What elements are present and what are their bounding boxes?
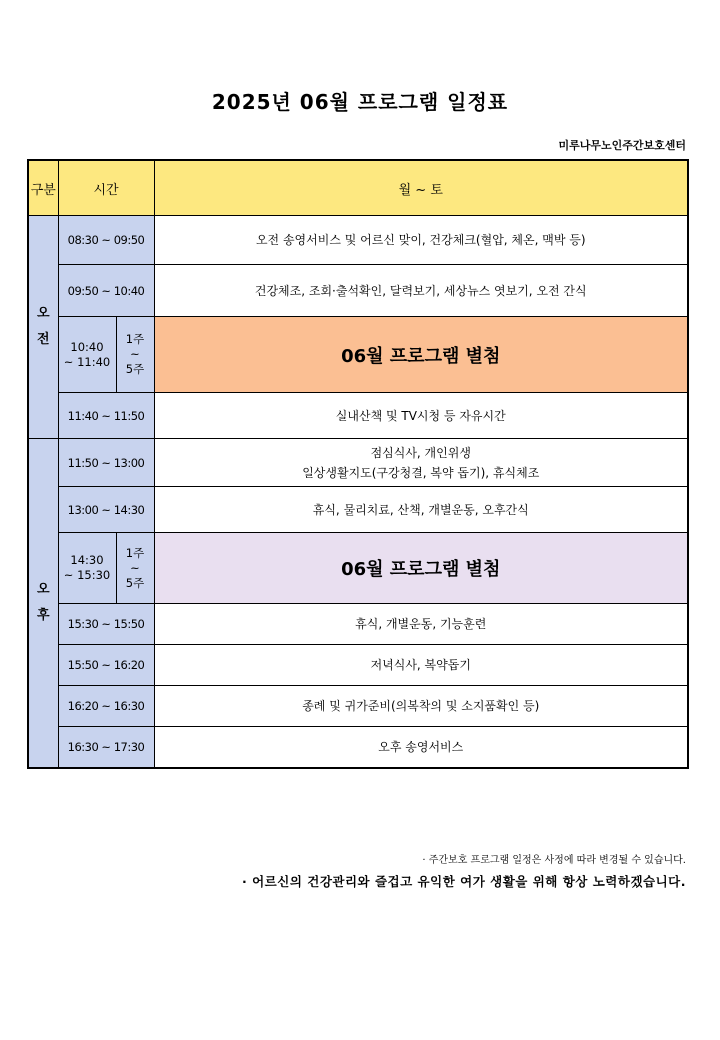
- note-commitment: · 어르신의 건강관리와 즐겁고 유익한 여가 생활을 위해 항상 노력하겠습니다.: [242, 874, 686, 889]
- activity-cell: [154, 439, 688, 487]
- table-row: [28, 317, 688, 393]
- table-row: [28, 727, 688, 768]
- week-line: ~: [130, 347, 140, 361]
- table-row: [28, 265, 688, 317]
- period-label-line: 오: [36, 306, 50, 321]
- schedule-table: [27, 159, 689, 769]
- table-row: [28, 686, 688, 727]
- time-line: ~ 15:30: [63, 568, 111, 582]
- table-row: [28, 216, 688, 265]
- time-cell: 15:50 ~ 16:20: [58, 645, 154, 686]
- week-line: 5주: [125, 362, 145, 376]
- note-schedule-change: · 주간보호 프로그램 일정은 사정에 따라 변경될 수 있습니다.: [422, 855, 686, 866]
- time-cell: 15:30 ~ 15:50: [58, 604, 154, 645]
- program-attachment-cell: 06월 프로그램 별첨: [154, 533, 688, 604]
- table-row: [28, 645, 688, 686]
- page-title: 2025년 06월 프로그램 일정표: [211, 90, 509, 114]
- activity-cell: 종례 및 귀가준비(의복착의 및 소지품확인 등): [154, 686, 688, 727]
- organization-name: 미루나무노인주간보호센터: [558, 139, 686, 152]
- period-label-line: 오: [36, 581, 50, 597]
- week-line: 5주: [125, 575, 145, 590]
- activity-cell: 건강체조, 조회·출석확인, 달력보기, 세상뉴스 엿보기, 오전 간식: [154, 265, 688, 317]
- time-cell: 11:50 ~ 13:00: [58, 439, 154, 487]
- time-line: 10:40: [70, 339, 104, 354]
- time-cell: 08:30 ~ 09:50: [58, 216, 154, 265]
- week-line: 1주: [125, 545, 145, 560]
- week-line: ~: [130, 560, 140, 575]
- activity-cell: 오후 송영서비스: [154, 727, 688, 768]
- time-cell: 13:00 ~ 14:30: [58, 487, 154, 533]
- activity-line: 점심식사, 개인위생: [370, 445, 471, 460]
- header-division: 구분: [28, 160, 58, 216]
- activity-cell: 실내산책 및 TV시청 등 자유시간: [154, 393, 688, 439]
- week-cell: [116, 317, 154, 393]
- time-cell: 16:30 ~ 17:30: [58, 727, 154, 768]
- period-label-pm: [28, 439, 58, 768]
- week-cell: [116, 533, 154, 604]
- header-row: [28, 160, 688, 216]
- table-row: [28, 533, 688, 604]
- table-row: [28, 487, 688, 533]
- header-days: 월 ~ 토: [154, 160, 688, 216]
- time-cell: 09:50 ~ 10:40: [58, 265, 154, 317]
- time-cell: [58, 533, 116, 604]
- activity-cell: 저녁식사, 복약돕기: [154, 645, 688, 686]
- period-label-line: 후: [36, 607, 50, 623]
- activity-cell: 휴식, 물리치료, 산책, 개별운동, 오후간식: [154, 487, 688, 533]
- week-line: 1주: [125, 332, 145, 346]
- table-row: [28, 439, 688, 487]
- time-cell: 16:20 ~ 16:30: [58, 686, 154, 727]
- activity-cell: 휴식, 개별운동, 기능훈련: [154, 604, 688, 645]
- period-label-am: [28, 216, 58, 439]
- period-label-line: 전: [36, 332, 50, 347]
- header-time: 시간: [58, 160, 154, 216]
- time-cell: [58, 317, 116, 393]
- time-cell: 11:40 ~ 11:50: [58, 393, 154, 439]
- footer-notes: [242, 851, 686, 890]
- program-attachment-cell: 06월 프로그램 별첨: [154, 317, 688, 393]
- activity-line: 일상생활지도(구강청결, 복약 돕기), 휴식체조: [302, 465, 540, 480]
- table-row: [28, 393, 688, 439]
- time-line: ~ 11:40: [63, 354, 111, 369]
- table-row: [28, 604, 688, 645]
- time-line: 14:30: [70, 553, 104, 567]
- activity-cell: 오전 송영서비스 및 어르신 맞이, 건강체크(혈압, 체온, 맥박 등): [154, 216, 688, 265]
